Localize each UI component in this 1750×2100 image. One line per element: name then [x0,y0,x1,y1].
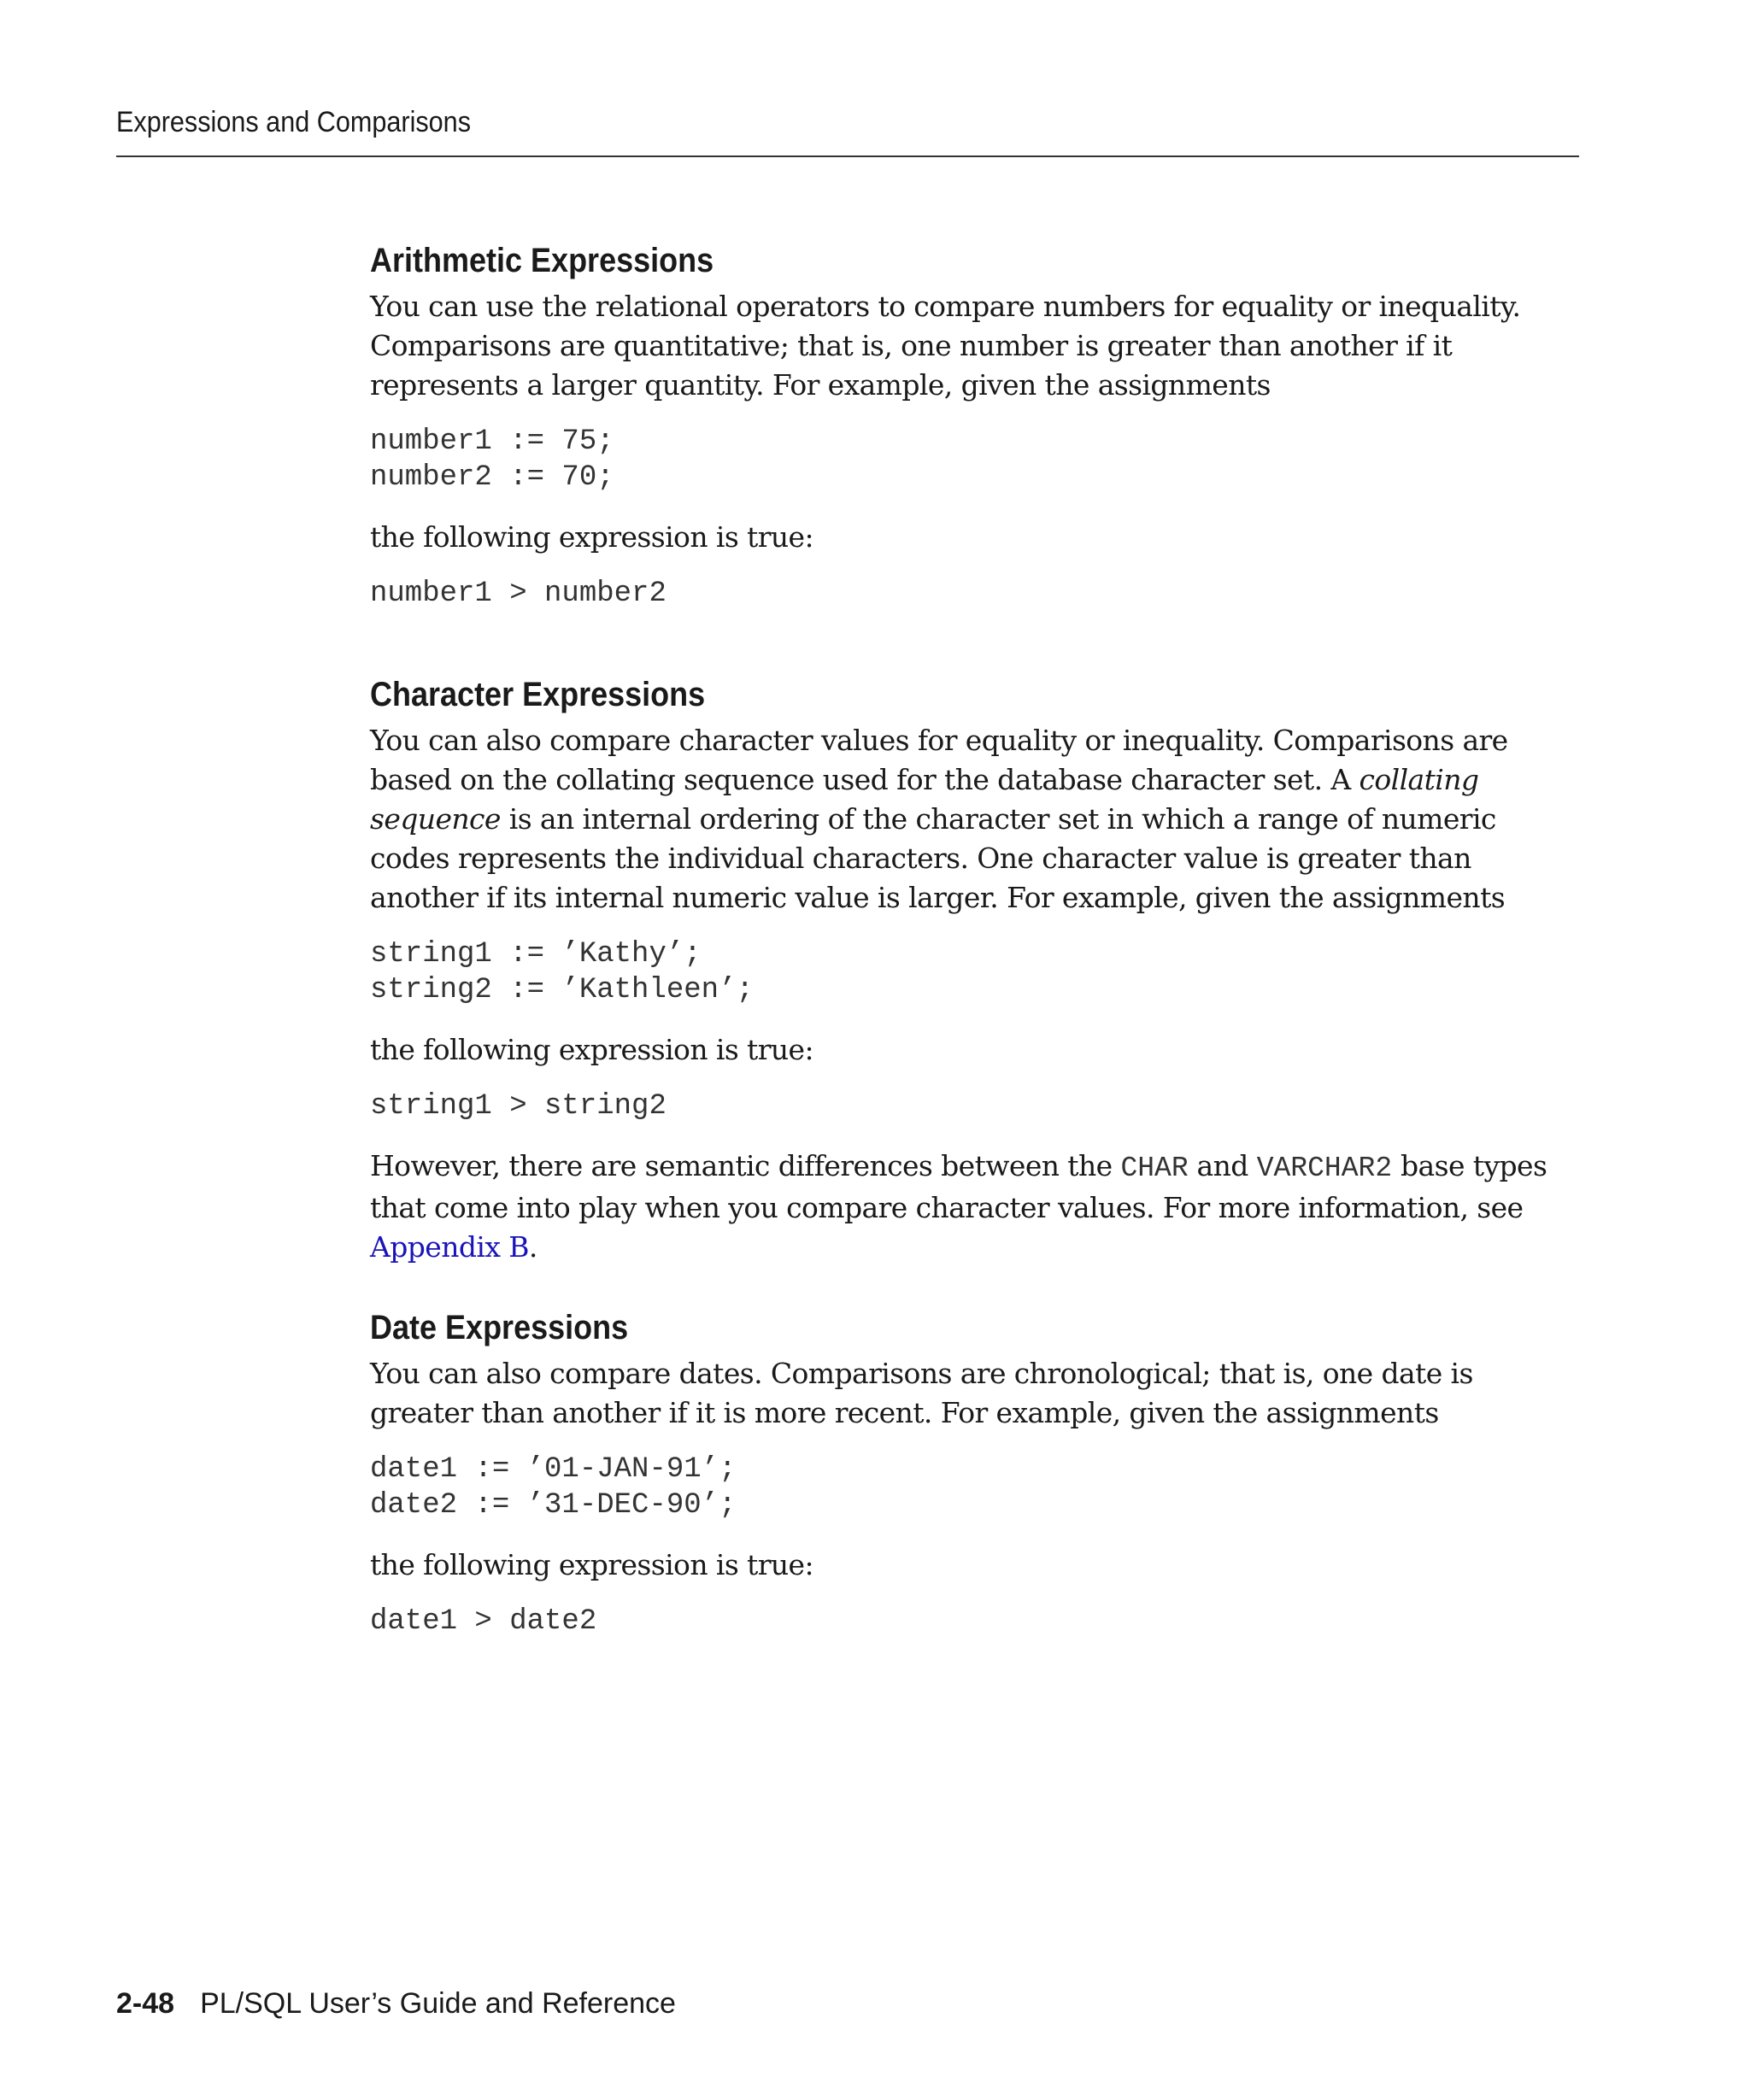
text-run: However, there are semantic differences between the [370,1149,1121,1182]
code-block: number1 > number2 [370,578,667,610]
page-footer [116,1987,676,2021]
text-run: . [528,1230,537,1264]
defined-term: collating sequence [370,763,1479,836]
section-arithmetic-expressions [370,241,1566,612]
text-run: is an internal ordering of the character set in which a range of numeric codes represents the individual characters. One character value is greater than another if its internal numeric value is larger. For example, given the assignments [370,802,1506,914]
header-rule [116,155,1579,157]
section-heading: Date Expressions [370,1309,629,1346]
book-title: PL/SQL User’s Guide and Reference [200,1987,676,2020]
code-block: number1 := 75; number2 := 70; [370,425,614,494]
text-run: base types that come into play when you compare character values. For more information, see [370,1149,1547,1224]
section-heading: Arithmetic Expressions [370,242,714,279]
text-run: and [1188,1149,1257,1182]
paragraph: You can also compare dates. Comparisons are chronological; that is, one date is greater than another if it is more recent. For example, given the assignments [370,1357,1473,1429]
section-character-expressions [370,675,1566,1267]
paragraph [370,1147,1566,1267]
paragraph: the following expression is true: [370,1548,813,1581]
inline-code: VARCHAR2 [1256,1153,1393,1184]
code-block: string1 := ’Kathy’; string2 := ’Kathleen’; [370,938,754,1006]
section-heading: Character Expressions [370,676,706,713]
code-block: date1 := ’01-JAN-91’; date2 := ’31-DEC-90’; [370,1453,737,1522]
inline-code: CHAR [1120,1153,1189,1184]
section-date-expressions [370,1308,1566,1640]
appendix-b-link[interactable]: Appendix B [370,1230,529,1264]
code-block: date1 > date2 [370,1605,597,1638]
page-number: 2-48 [116,1987,175,2020]
paragraph [370,721,1566,918]
code-block: string1 > string2 [370,1090,667,1123]
paragraph: the following expression is true: [370,1033,813,1066]
paragraph: the following expression is true: [370,520,813,554]
text-run: You can also compare character values for equality or inequality. Comparisons are based on the collating sequence used for the database character set. A [370,724,1508,796]
page-content [370,241,1566,1662]
paragraph: You can use the relational operators to compare numbers for equality or inequality. Comparisons are quantitative; that is, one number is greater than another if it represents a larger quantity. For example, given the assignments [370,290,1521,402]
running-header: Expressions and Comparisons [116,106,471,138]
